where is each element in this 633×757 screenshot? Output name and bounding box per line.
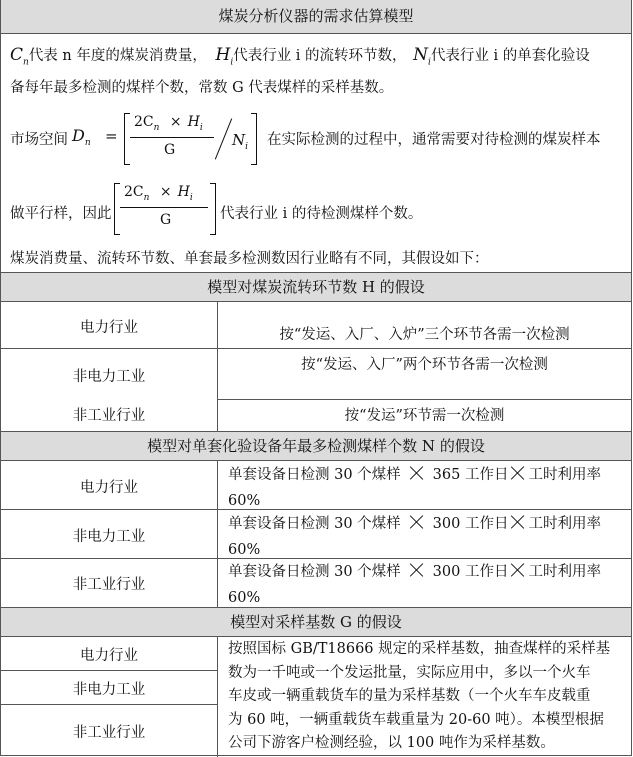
fraction-denominator: G <box>164 142 176 158</box>
dn-symbol: $D_n$ <box>72 126 91 149</box>
formula-market-space <box>10 113 630 167</box>
multiply-icon <box>510 466 526 480</box>
industry-label: 非工业行业 <box>72 577 146 593</box>
assumption-intro: 煤炭消费量、流转环节数、单套最多检测数因行业略有不同，其假设如下： <box>10 251 489 267</box>
multiply-icon <box>409 515 425 529</box>
industry-label: 非电力工业 <box>72 529 146 545</box>
right-bracket-2 <box>210 183 216 235</box>
industry-label: 电力行业 <box>80 480 138 496</box>
h-symbol: $H_i$ <box>215 45 234 68</box>
n-description: 代表行业 i 的单套化验设 <box>430 48 590 64</box>
cn-description: 代表 n 年度的煤炭消费量， <box>28 48 207 64</box>
capacity-description: 单套设备日检测 30 个煤样 300 工作日 工时利用率 60% <box>228 516 601 558</box>
multiply-icon <box>409 466 425 480</box>
formula-samples <box>10 183 630 237</box>
formula-prefix: 市场空间 <box>10 132 68 148</box>
intro-line-1 <box>10 41 625 76</box>
multiply-icon <box>409 563 425 577</box>
section-h-title: 模型对煤炭流转环节数 H 的假设 <box>1 272 631 302</box>
row-divider <box>1 670 217 671</box>
division-slash <box>215 118 233 159</box>
industry-label: 非工业行业 <box>72 725 146 741</box>
row-divider <box>218 399 631 400</box>
h-description: 代表行业 i 的流转环节数， <box>233 48 407 64</box>
capacity-description: 单套设备日检测 30 个煤样 300 工作日 工时利用率 60% <box>228 564 601 606</box>
industry-label: 非电力工业 <box>72 369 146 385</box>
fraction-bar <box>130 137 214 138</box>
left-bracket <box>124 113 130 165</box>
equals-sign: = <box>105 127 118 145</box>
formula2-suffix: 代表行业 i 的待检测煤样个数。 <box>220 206 423 222</box>
industry-label: 非电力工业 <box>72 682 146 698</box>
ni-symbol: $N_i$ <box>232 131 249 152</box>
industry-label: 电力行业 <box>80 320 138 336</box>
fraction2-denominator: G <box>160 212 172 228</box>
table-title: 煤炭分析仪器的需求估算模型 <box>1 0 631 34</box>
right-bracket <box>251 113 257 165</box>
formula2-prefix: 做平行样，因此 <box>10 206 112 222</box>
intro-line-2: 备每年最多检测的煤样个数，常数 G 代表煤样的采样基数。 <box>10 80 394 96</box>
industry-label: 非工业行业 <box>72 408 146 424</box>
left-bracket-2 <box>114 183 120 235</box>
fraction2-bar <box>120 207 208 208</box>
row-divider <box>1 704 217 705</box>
formula-suffix: 在实际检测的过程中，通常需要对待检测的煤炭样本 <box>267 132 601 148</box>
industry-label: 电力行业 <box>80 648 138 664</box>
n-symbol: $N_i$ <box>413 45 431 68</box>
fraction-numerator: $2C_n \times H_i$ <box>134 114 203 133</box>
section-g-title: 模型对采样基数 G 的假设 <box>1 607 631 637</box>
capacity-description: 单套设备日检测 30 个煤样 365 工作日 工时利用率 60% <box>228 467 601 509</box>
detection-description: 按“发运、入厂”两个环节各需一次检测 <box>301 357 548 373</box>
multiply-icon <box>510 515 526 529</box>
section-n-title: 模型对单套化验设备年最多检测煤样个数 N 的假设 <box>1 431 631 461</box>
multiply-icon <box>510 563 526 577</box>
fraction2-numerator: $2C_n \times H_i$ <box>124 184 193 203</box>
cn-symbol: $C_n$ <box>10 45 29 68</box>
detection-description: 按“发运、入厂、入炉”三个环节各需一次检测 <box>279 327 570 343</box>
sampling-base-description: 按照国标 GB/T18666 规定的采样基数，抽查煤样的采样基 数为一千吨或一个发运批量，实际应用中，多以一个火车 车皮或一辆重载货车的量为采样基数（一个火车车皮载重 为 60 吨，一辆重载货车载重量为 20-60 吨）。本模型根据 公司下游客户检测经验，以 100 吨作为采样基数。 <box>228 641 611 751</box>
detection-description: 按“发运”环节需一次检测 <box>344 408 505 424</box>
